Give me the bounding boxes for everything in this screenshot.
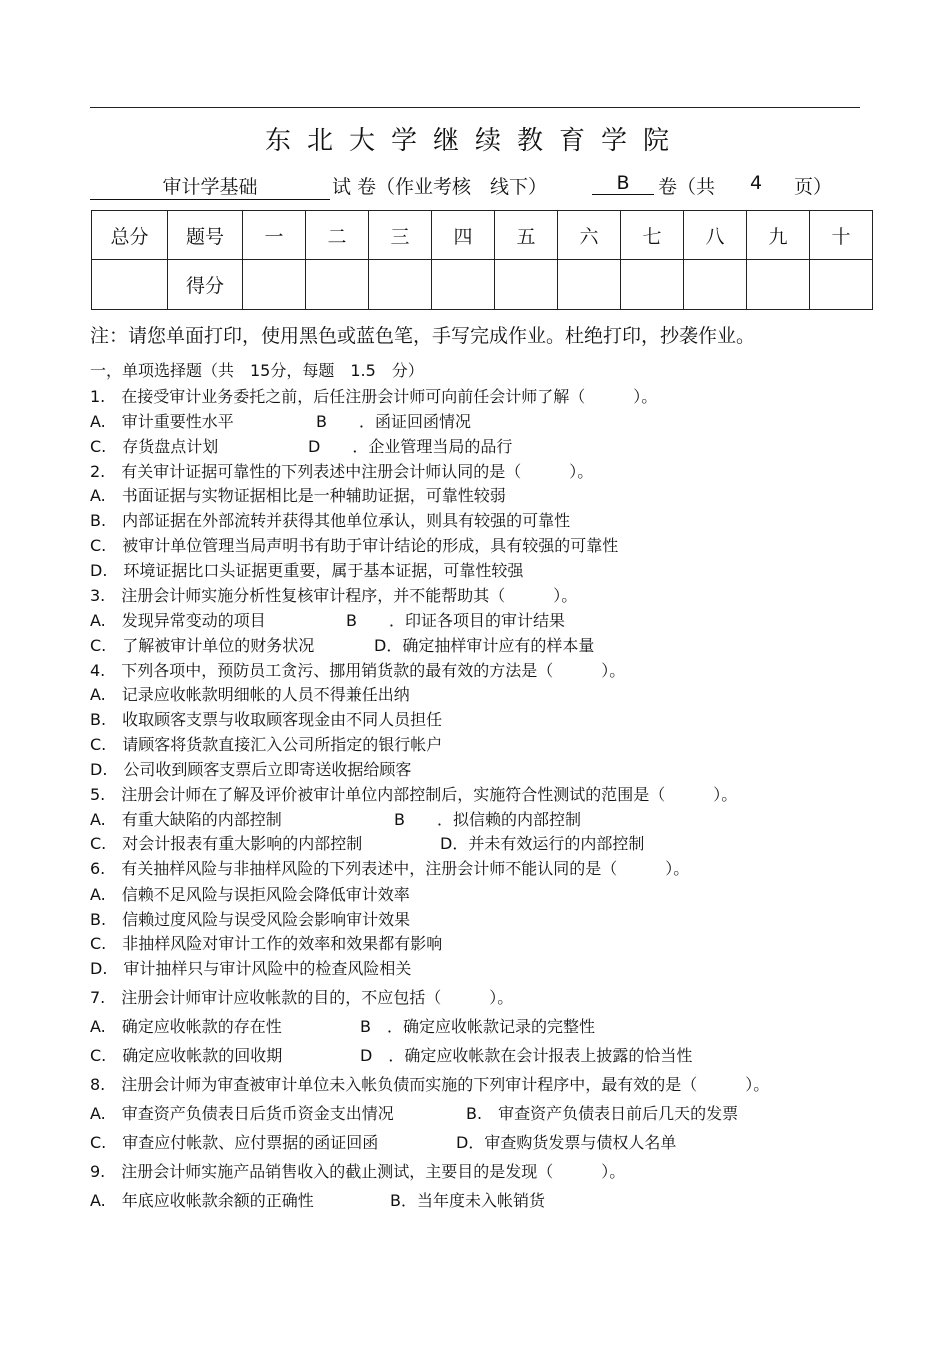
col-2: 二 <box>306 211 369 260</box>
option-d: D．确定抽样审计应有的样本量 <box>374 636 595 655</box>
question-3-stem: 3. 注册会计师实施分析性复核审计程序，并不能帮助其（ ）。 <box>90 586 578 605</box>
question-2-option-d: D. 环境证据比口头证据更重要，属于基本证据，可靠性较强 <box>90 561 524 580</box>
course-name: 审计学基础 <box>90 172 330 200</box>
question-2-option-b: B. 内部证据在外部流转并获得其他单位承认，则具有较强的可靠性 <box>90 511 571 530</box>
question-4-option-b: B. 收取顾客支票与收取顾客现金由不同人员担任 <box>90 710 443 729</box>
score-cell-7 <box>621 260 684 310</box>
score-cell-1 <box>243 260 306 310</box>
question-1-options-ab <box>90 412 471 432</box>
question-1-stem: 1. 在接受审计业务委托之前，后任注册会计师可向前任会计师了解（ ）。 <box>90 387 658 406</box>
score-table <box>91 210 873 310</box>
option-a: A. 有重大缺陷的内部控制 <box>90 810 282 829</box>
exam-type: 试 卷（作业考核 线下） <box>332 176 548 198</box>
question-7-stem: 7. 注册会计师审计应收帐款的目的，不应包括（ ）。 <box>90 988 514 1007</box>
question-9-stem: 9. 注册会计师实施产品销售收入的截止测试，主要目的是发现（ ）。 <box>90 1162 626 1181</box>
score-cell-2 <box>306 260 369 310</box>
option-b: B．当年度未入帐销货 <box>390 1191 545 1210</box>
question-4-option-a: A. 记录应收帐款明细帐的人员不得兼任出纳 <box>90 685 410 704</box>
question-4-stem: 4. 下列各项中，预防员工贪污、挪用销货款的最有效的方法是（ ）。 <box>90 661 626 680</box>
question-2-option-a: A. 书面证据与实物证据相比是一种辅助证据，可靠性较弱 <box>90 486 506 505</box>
question-9-options-ab <box>90 1191 545 1211</box>
question-6-stem: 6. 有关抽样风险与非抽样风险的下列表述中，注册会计师不能认同的是（ ）。 <box>90 859 690 878</box>
col-8: 八 <box>684 211 747 260</box>
question-5-options-cd <box>90 834 644 854</box>
score-cell-8 <box>684 260 747 310</box>
option-a: A. 确定应收帐款的存在性 <box>90 1017 282 1036</box>
pages-suffix: 页） <box>794 176 833 198</box>
question-1-options-cd <box>90 437 512 457</box>
option-b: B ．确定应收帐款记录的完整性 <box>360 1017 595 1036</box>
total-score-cell <box>92 260 168 310</box>
score-label: 得分 <box>168 260 243 310</box>
option-c: C. 了解被审计单位的财务状况 <box>90 636 315 655</box>
section-title: 一，单项选择题（共 15分，每题 1.5 分） <box>90 361 424 380</box>
option-a: A. 年底应收帐款余额的正确性 <box>90 1191 314 1210</box>
question-4-option-d: D. 公司收到顾客支票后立即寄送收据给顾客 <box>90 760 412 779</box>
col-9: 九 <box>747 211 810 260</box>
question-7-options-ab <box>90 1017 595 1037</box>
option-a: A. 审查资产负债表日后货币资金支出情况 <box>90 1104 394 1123</box>
school-title: 东北大学继续教育学院 <box>264 126 685 156</box>
instruction-note: 注：请您单面打印，使用黑色或蓝色笔，手写完成作业。杜绝打印，抄袭作业。 <box>90 325 756 347</box>
question-3-options-ab <box>90 611 565 631</box>
option-d: D．审查购货发票与债权人名单 <box>456 1133 677 1152</box>
question-8-stem: 8. 注册会计师为审查被审计单位未入帐负债而实施的下列审计程序中，最有效的是（ ）。 <box>90 1075 770 1094</box>
option-c: C. 确定应收帐款的回收期 <box>90 1046 283 1065</box>
col-7: 七 <box>621 211 684 260</box>
col-3: 三 <box>369 211 432 260</box>
option-d: D ．确定应收帐款在会计报表上披露的恰当性 <box>360 1046 693 1065</box>
question-6-option-b: B. 信赖过度风险与误受风险会影响审计效果 <box>90 910 411 929</box>
paper-letter: B <box>592 172 654 195</box>
col-4: 四 <box>432 211 495 260</box>
course-field <box>90 172 330 200</box>
question-4-option-c: C. 请顾客将货款直接汇入公司所指定的银行帐户 <box>90 735 443 754</box>
option-b: B ．拟信赖的内部控制 <box>394 810 581 829</box>
question-6-option-a: A. 信赖不足风险与误拒风险会降低审计效率 <box>90 885 410 904</box>
option-d: D ．企业管理当局的品行 <box>308 437 513 456</box>
question-5-stem: 5. 注册会计师在了解及评价被审计单位内部控制后，实施符合性测试的范围是（ ）。 <box>90 785 738 804</box>
question-7-options-cd <box>90 1046 692 1066</box>
question-6-option-d: D. 审计抽样只与审计风险中的检查风险相关 <box>90 959 412 978</box>
option-c: C. 对会计报表有重大影响的内部控制 <box>90 834 363 853</box>
question-5-options-ab <box>90 810 581 830</box>
option-b: B ．印证各项目的审计结果 <box>346 611 565 630</box>
option-a: A. 发现异常变动的项目 <box>90 611 266 630</box>
col-5: 五 <box>495 211 558 260</box>
score-cell-10 <box>810 260 873 310</box>
score-cell-5 <box>495 260 558 310</box>
col-1: 一 <box>243 211 306 260</box>
total-label: 总分 <box>92 211 168 260</box>
col-10: 十 <box>810 211 873 260</box>
option-b: B. 审查资产负债表日前后几天的发票 <box>466 1104 739 1123</box>
option-c: C. 存货盘点计划 <box>90 437 219 456</box>
score-cell-4 <box>432 260 495 310</box>
option-b: B ．函证回函情况 <box>316 412 471 431</box>
option-c: C. 审查应付帐款、应付票据的函证回函 <box>90 1133 379 1152</box>
pages-prefix: 卷（共 <box>658 176 716 198</box>
option-a: A. 审计重要性水平 <box>90 412 234 431</box>
col-6: 六 <box>558 211 621 260</box>
option-d: D．并未有效运行的内部控制 <box>440 834 645 853</box>
score-cell-9 <box>747 260 810 310</box>
question-2-option-c: C. 被审计单位管理当局声明书有助于审计结论的形成，具有较强的可靠性 <box>90 536 619 555</box>
number-label: 题号 <box>168 211 243 260</box>
score-cell-6 <box>558 260 621 310</box>
question-8-options-cd <box>90 1133 676 1153</box>
question-2-stem: 2. 有关审计证据可靠性的下列表述中注册会计师认同的是（ ）。 <box>90 462 594 481</box>
question-8-options-ab <box>90 1104 738 1124</box>
pages-count: 4 <box>750 172 763 194</box>
score-cell-3 <box>369 260 432 310</box>
top-rule <box>90 107 860 108</box>
question-3-options-cd <box>90 636 594 656</box>
paper-field <box>592 172 654 195</box>
question-6-option-c: C. 非抽样风险对审计工作的效率和效果都有影响 <box>90 934 443 953</box>
